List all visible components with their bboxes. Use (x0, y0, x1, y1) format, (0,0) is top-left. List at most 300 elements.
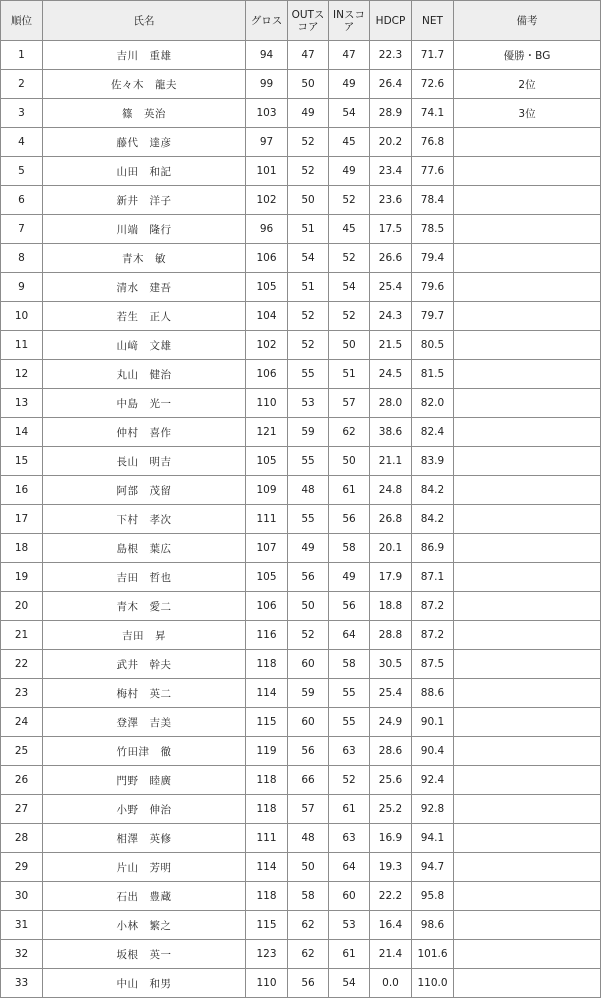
name-cell: 島根 葉広 (43, 534, 246, 563)
in-score-cell: 60 (329, 882, 370, 911)
remarks-cell (454, 244, 601, 273)
hdcp-cell: 20.2 (370, 128, 412, 157)
net-cell: 78.4 (412, 186, 454, 215)
hdcp-cell: 25.4 (370, 273, 412, 302)
hdcp-cell: 18.8 (370, 592, 412, 621)
in-score-cell: 49 (329, 70, 370, 99)
gross-cell: 118 (246, 882, 288, 911)
gross-cell: 101 (246, 157, 288, 186)
table-row (1, 215, 601, 244)
header-remarks: 備考 (454, 1, 601, 41)
table-row (1, 940, 601, 969)
name-cell: 阿部 茂留 (43, 476, 246, 505)
net-cell: 79.4 (412, 244, 454, 273)
out-score-cell: 47 (288, 41, 329, 70)
table-row (1, 389, 601, 418)
remarks-cell (454, 563, 601, 592)
gross-cell: 111 (246, 505, 288, 534)
rank-cell: 31 (1, 911, 43, 940)
out-score-cell: 53 (288, 389, 329, 418)
remarks-cell (454, 940, 601, 969)
out-score-cell: 52 (288, 331, 329, 360)
header-net: NET (412, 1, 454, 41)
in-score-cell: 64 (329, 853, 370, 882)
gross-cell: 103 (246, 99, 288, 128)
name-cell: 吉田 昇 (43, 621, 246, 650)
out-score-cell: 57 (288, 795, 329, 824)
out-score-cell: 50 (288, 186, 329, 215)
gross-cell: 118 (246, 795, 288, 824)
name-cell: 清水 建吾 (43, 273, 246, 302)
in-score-cell: 56 (329, 592, 370, 621)
gross-cell: 110 (246, 969, 288, 998)
table-row (1, 244, 601, 273)
hdcp-cell: 24.3 (370, 302, 412, 331)
table-row (1, 882, 601, 911)
gross-cell: 114 (246, 853, 288, 882)
gross-cell: 106 (246, 592, 288, 621)
out-score-cell: 59 (288, 679, 329, 708)
in-score-cell: 50 (329, 447, 370, 476)
name-cell: 山田 和記 (43, 157, 246, 186)
rank-cell: 14 (1, 418, 43, 447)
table-row (1, 534, 601, 563)
rank-cell: 28 (1, 824, 43, 853)
gross-cell: 97 (246, 128, 288, 157)
rank-cell: 23 (1, 679, 43, 708)
table-row (1, 853, 601, 882)
hdcp-cell: 28.8 (370, 621, 412, 650)
net-cell: 94.7 (412, 853, 454, 882)
hdcp-cell: 24.9 (370, 708, 412, 737)
table-row (1, 41, 601, 70)
name-cell: 佐々木 龍夫 (43, 70, 246, 99)
name-cell: 青木 愛二 (43, 592, 246, 621)
header-row (1, 1, 601, 41)
table-row (1, 476, 601, 505)
name-cell: 仲村 喜作 (43, 418, 246, 447)
out-score-cell: 62 (288, 911, 329, 940)
rank-cell: 18 (1, 534, 43, 563)
hdcp-cell: 20.1 (370, 534, 412, 563)
net-cell: 79.6 (412, 273, 454, 302)
name-cell: 坂根 英一 (43, 940, 246, 969)
remarks-cell (454, 621, 601, 650)
in-score-cell: 56 (329, 505, 370, 534)
in-score-cell: 53 (329, 911, 370, 940)
gross-cell: 109 (246, 476, 288, 505)
remarks-cell (454, 128, 601, 157)
gross-cell: 116 (246, 621, 288, 650)
remarks-cell (454, 679, 601, 708)
table-row (1, 679, 601, 708)
remarks-cell (454, 157, 601, 186)
remarks-cell: 優勝・BG (454, 41, 601, 70)
in-score-cell: 54 (329, 273, 370, 302)
in-score-cell: 63 (329, 737, 370, 766)
remarks-cell (454, 911, 601, 940)
out-score-cell: 52 (288, 621, 329, 650)
gross-cell: 111 (246, 824, 288, 853)
rank-cell: 21 (1, 621, 43, 650)
net-cell: 72.6 (412, 70, 454, 99)
gross-cell: 110 (246, 389, 288, 418)
net-cell: 76.8 (412, 128, 454, 157)
rank-cell: 26 (1, 766, 43, 795)
net-cell: 82.4 (412, 418, 454, 447)
out-score-cell: 52 (288, 128, 329, 157)
name-cell: 門野 睦廣 (43, 766, 246, 795)
remarks-cell (454, 650, 601, 679)
gross-cell: 106 (246, 360, 288, 389)
table-row (1, 795, 601, 824)
name-cell: 藤代 達彦 (43, 128, 246, 157)
name-cell: 竹田津 徹 (43, 737, 246, 766)
header-rank: 順位 (1, 1, 43, 41)
name-cell: 吉川 重雄 (43, 41, 246, 70)
out-score-cell: 55 (288, 360, 329, 389)
net-cell: 110.0 (412, 969, 454, 998)
rank-cell: 20 (1, 592, 43, 621)
remarks-cell (454, 824, 601, 853)
remarks-cell (454, 534, 601, 563)
in-score-cell: 61 (329, 795, 370, 824)
net-cell: 84.2 (412, 476, 454, 505)
rank-cell: 6 (1, 186, 43, 215)
hdcp-cell: 0.0 (370, 969, 412, 998)
net-cell: 98.6 (412, 911, 454, 940)
table-row (1, 621, 601, 650)
table-row (1, 70, 601, 99)
remarks-cell (454, 969, 601, 998)
in-score-cell: 52 (329, 244, 370, 273)
rank-cell: 17 (1, 505, 43, 534)
hdcp-cell: 38.6 (370, 418, 412, 447)
name-cell: 小林 繁之 (43, 911, 246, 940)
in-score-cell: 58 (329, 650, 370, 679)
hdcp-cell: 25.4 (370, 679, 412, 708)
name-cell: 中山 和男 (43, 969, 246, 998)
table-row (1, 650, 601, 679)
out-score-cell: 50 (288, 853, 329, 882)
in-score-cell: 52 (329, 302, 370, 331)
rank-cell: 7 (1, 215, 43, 244)
header-in-score: INスコア (329, 1, 370, 41)
hdcp-cell: 28.9 (370, 99, 412, 128)
rank-cell: 29 (1, 853, 43, 882)
net-cell: 71.7 (412, 41, 454, 70)
net-cell: 95.8 (412, 882, 454, 911)
gross-cell: 99 (246, 70, 288, 99)
net-cell: 92.8 (412, 795, 454, 824)
gross-cell: 106 (246, 244, 288, 273)
net-cell: 80.5 (412, 331, 454, 360)
out-score-cell: 51 (288, 273, 329, 302)
name-cell: 石出 豊蔵 (43, 882, 246, 911)
in-score-cell: 55 (329, 708, 370, 737)
remarks-cell (454, 476, 601, 505)
out-score-cell: 51 (288, 215, 329, 244)
table-row (1, 766, 601, 795)
name-cell: 若生 正人 (43, 302, 246, 331)
name-cell: 長山 明吉 (43, 447, 246, 476)
hdcp-cell: 19.3 (370, 853, 412, 882)
in-score-cell: 62 (329, 418, 370, 447)
rank-cell: 27 (1, 795, 43, 824)
net-cell: 86.9 (412, 534, 454, 563)
net-cell: 90.1 (412, 708, 454, 737)
hdcp-cell: 23.4 (370, 157, 412, 186)
name-cell: 片山 芳明 (43, 853, 246, 882)
header-gross: グロス (246, 1, 288, 41)
in-score-cell: 54 (329, 99, 370, 128)
in-score-cell: 47 (329, 41, 370, 70)
table-row (1, 592, 601, 621)
net-cell: 81.5 (412, 360, 454, 389)
remarks-cell (454, 592, 601, 621)
out-score-cell: 48 (288, 824, 329, 853)
net-cell: 84.2 (412, 505, 454, 534)
name-cell: 相澤 英修 (43, 824, 246, 853)
rank-cell: 13 (1, 389, 43, 418)
table-row (1, 911, 601, 940)
gross-cell: 114 (246, 679, 288, 708)
in-score-cell: 49 (329, 157, 370, 186)
table-row (1, 186, 601, 215)
in-score-cell: 45 (329, 215, 370, 244)
rank-cell: 24 (1, 708, 43, 737)
table-row (1, 128, 601, 157)
out-score-cell: 58 (288, 882, 329, 911)
hdcp-cell: 22.2 (370, 882, 412, 911)
remarks-cell (454, 215, 601, 244)
remarks-cell (454, 737, 601, 766)
in-score-cell: 57 (329, 389, 370, 418)
name-cell: 小野 伸治 (43, 795, 246, 824)
out-score-cell: 52 (288, 157, 329, 186)
gross-cell: 115 (246, 708, 288, 737)
name-cell: 篠 英治 (43, 99, 246, 128)
table-body (1, 41, 601, 998)
name-cell: 梅村 英二 (43, 679, 246, 708)
remarks-cell (454, 331, 601, 360)
in-score-cell: 51 (329, 360, 370, 389)
rank-cell: 4 (1, 128, 43, 157)
hdcp-cell: 25.2 (370, 795, 412, 824)
name-cell: 中島 光一 (43, 389, 246, 418)
out-score-cell: 66 (288, 766, 329, 795)
out-score-cell: 52 (288, 302, 329, 331)
rank-cell: 3 (1, 99, 43, 128)
gross-cell: 96 (246, 215, 288, 244)
remarks-cell (454, 505, 601, 534)
table-row (1, 273, 601, 302)
gross-cell: 102 (246, 186, 288, 215)
in-score-cell: 61 (329, 476, 370, 505)
in-score-cell: 52 (329, 186, 370, 215)
hdcp-cell: 26.6 (370, 244, 412, 273)
out-score-cell: 49 (288, 534, 329, 563)
out-score-cell: 59 (288, 418, 329, 447)
net-cell: 87.5 (412, 650, 454, 679)
rank-cell: 2 (1, 70, 43, 99)
rank-cell: 10 (1, 302, 43, 331)
remarks-cell (454, 447, 601, 476)
header-hdcp: HDCP (370, 1, 412, 41)
net-cell: 94.1 (412, 824, 454, 853)
gross-cell: 105 (246, 447, 288, 476)
in-score-cell: 55 (329, 679, 370, 708)
table-row (1, 969, 601, 998)
hdcp-cell: 21.1 (370, 447, 412, 476)
gross-cell: 121 (246, 418, 288, 447)
hdcp-cell: 24.8 (370, 476, 412, 505)
name-cell: 武井 幹夫 (43, 650, 246, 679)
out-score-cell: 62 (288, 940, 329, 969)
out-score-cell: 60 (288, 708, 329, 737)
table-row (1, 737, 601, 766)
net-cell: 101.6 (412, 940, 454, 969)
remarks-cell (454, 389, 601, 418)
out-score-cell: 50 (288, 70, 329, 99)
remarks-cell (454, 273, 601, 302)
rank-cell: 9 (1, 273, 43, 302)
in-score-cell: 61 (329, 940, 370, 969)
name-cell: 登澤 吉美 (43, 708, 246, 737)
gross-cell: 119 (246, 737, 288, 766)
in-score-cell: 54 (329, 969, 370, 998)
net-cell: 87.2 (412, 621, 454, 650)
net-cell: 77.6 (412, 157, 454, 186)
hdcp-cell: 28.0 (370, 389, 412, 418)
net-cell: 82.0 (412, 389, 454, 418)
rank-cell: 5 (1, 157, 43, 186)
gross-cell: 105 (246, 273, 288, 302)
table-row (1, 302, 601, 331)
in-score-cell: 45 (329, 128, 370, 157)
remarks-cell (454, 186, 601, 215)
remarks-cell: 2位 (454, 70, 601, 99)
table-row (1, 331, 601, 360)
in-score-cell: 52 (329, 766, 370, 795)
net-cell: 78.5 (412, 215, 454, 244)
gross-cell: 123 (246, 940, 288, 969)
net-cell: 74.1 (412, 99, 454, 128)
rank-cell: 30 (1, 882, 43, 911)
in-score-cell: 64 (329, 621, 370, 650)
hdcp-cell: 22.3 (370, 41, 412, 70)
out-score-cell: 48 (288, 476, 329, 505)
name-cell: 新井 洋子 (43, 186, 246, 215)
hdcp-cell: 28.6 (370, 737, 412, 766)
hdcp-cell: 30.5 (370, 650, 412, 679)
table-row (1, 708, 601, 737)
net-cell: 87.2 (412, 592, 454, 621)
hdcp-cell: 24.5 (370, 360, 412, 389)
hdcp-cell: 21.4 (370, 940, 412, 969)
header-out-score: OUTスコア (288, 1, 329, 41)
in-score-cell: 63 (329, 824, 370, 853)
gross-cell: 104 (246, 302, 288, 331)
table-row (1, 824, 601, 853)
net-cell: 88.6 (412, 679, 454, 708)
table-row (1, 157, 601, 186)
remarks-cell (454, 882, 601, 911)
rank-cell: 16 (1, 476, 43, 505)
hdcp-cell: 26.8 (370, 505, 412, 534)
table-row (1, 360, 601, 389)
hdcp-cell: 17.9 (370, 563, 412, 592)
table-row (1, 418, 601, 447)
gross-cell: 105 (246, 563, 288, 592)
hdcp-cell: 16.4 (370, 911, 412, 940)
gross-cell: 94 (246, 41, 288, 70)
name-cell: 山﨑 文雄 (43, 331, 246, 360)
out-score-cell: 55 (288, 447, 329, 476)
remarks-cell (454, 708, 601, 737)
gross-cell: 107 (246, 534, 288, 563)
name-cell: 青木 敏 (43, 244, 246, 273)
name-cell: 吉田 哲也 (43, 563, 246, 592)
net-cell: 92.4 (412, 766, 454, 795)
remarks-cell (454, 302, 601, 331)
out-score-cell: 55 (288, 505, 329, 534)
hdcp-cell: 16.9 (370, 824, 412, 853)
rank-cell: 22 (1, 650, 43, 679)
out-score-cell: 60 (288, 650, 329, 679)
net-cell: 83.9 (412, 447, 454, 476)
rank-cell: 12 (1, 360, 43, 389)
out-score-cell: 54 (288, 244, 329, 273)
table-row (1, 447, 601, 476)
rank-cell: 19 (1, 563, 43, 592)
in-score-cell: 58 (329, 534, 370, 563)
name-cell: 川端 隆行 (43, 215, 246, 244)
hdcp-cell: 23.6 (370, 186, 412, 215)
hdcp-cell: 26.4 (370, 70, 412, 99)
in-score-cell: 50 (329, 331, 370, 360)
rank-cell: 8 (1, 244, 43, 273)
out-score-cell: 49 (288, 99, 329, 128)
hdcp-cell: 21.5 (370, 331, 412, 360)
remarks-cell: 3位 (454, 99, 601, 128)
rank-cell: 32 (1, 940, 43, 969)
gross-cell: 118 (246, 650, 288, 679)
remarks-cell (454, 360, 601, 389)
table-row (1, 563, 601, 592)
remarks-cell (454, 795, 601, 824)
rank-cell: 25 (1, 737, 43, 766)
remarks-cell (454, 853, 601, 882)
name-cell: 丸山 健治 (43, 360, 246, 389)
name-cell: 下村 孝次 (43, 505, 246, 534)
rank-cell: 15 (1, 447, 43, 476)
out-score-cell: 50 (288, 592, 329, 621)
in-score-cell: 49 (329, 563, 370, 592)
out-score-cell: 56 (288, 737, 329, 766)
net-cell: 79.7 (412, 302, 454, 331)
rank-cell: 33 (1, 969, 43, 998)
out-score-cell: 56 (288, 969, 329, 998)
hdcp-cell: 25.6 (370, 766, 412, 795)
gross-cell: 115 (246, 911, 288, 940)
gross-cell: 118 (246, 766, 288, 795)
hdcp-cell: 17.5 (370, 215, 412, 244)
out-score-cell: 56 (288, 563, 329, 592)
rank-cell: 11 (1, 331, 43, 360)
table-row (1, 99, 601, 128)
remarks-cell (454, 418, 601, 447)
